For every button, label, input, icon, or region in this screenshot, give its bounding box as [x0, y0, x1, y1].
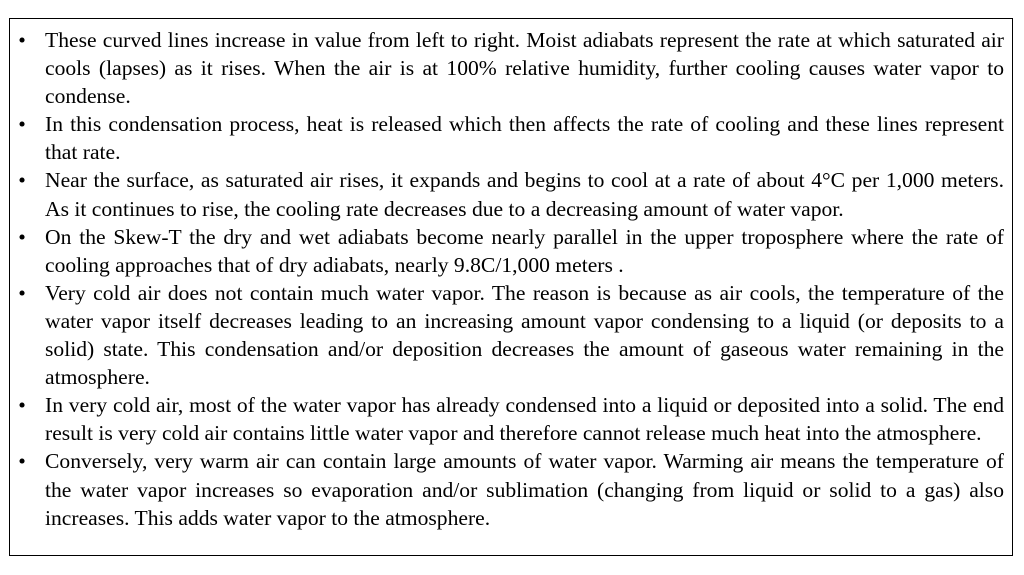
list-item-text: Conversely, very warm air can contain large amounts of water vapor. Warming air means the temperature of the water vapor increases so evaporation and/or sublimation (changing from liquid or solid to a gas) also increases. This adds water vapor to the atmosphere.: [45, 449, 1004, 530]
bullet-icon: •: [18, 280, 26, 305]
list-item-text: On the Skew-T the dry and wet adiabats become nearly parallel in the upper troposphere where the rate of cooling approaches that of dry adiabats, nearly 9.8C/1,000 meters .: [45, 224, 1004, 277]
list-item: [10, 223, 1004, 279]
bullet-icon: •: [18, 449, 26, 474]
list-item: [10, 391, 1004, 447]
list-item-text: In very cold air, most of the water vapor has already condensed into a liquid or deposited into a solid. The end result is very cold air contains little water vapor and therefore cannot release much heat into the atmosphere.: [45, 393, 1004, 446]
list-item-text: In this condensation process, heat is released which then affects the rate of cooling and these lines represent that rate.: [45, 112, 1004, 165]
text-box: [9, 18, 1013, 556]
list-item-text: Very cold air does not contain much water vapor. The reason is because as air cools, the temperature of the water vapor itself decreases leading to an increasing amount vapor condensing to a liquid (or deposits to a solid) state. This condensation and/or deposition decreases the amount of gaseous water remaining in the atmosphere.: [45, 280, 1004, 390]
bullet-icon: •: [18, 168, 26, 193]
list-item: [10, 166, 1004, 222]
bullet-icon: •: [18, 393, 26, 418]
list-item-text: Near the surface, as saturated air rises, it expands and begins to cool at a rate of about 4°C per 1,000 meters. As it continues to rise, the cooling rate decreases due to a decreasing amount of water vapor.: [45, 168, 1004, 221]
list-item: [10, 447, 1004, 531]
list-item: [10, 110, 1004, 166]
bullet-icon: •: [18, 28, 26, 52]
list-item: [10, 26, 1004, 110]
bullet-icon: •: [18, 224, 26, 249]
bullet-icon: •: [18, 112, 26, 137]
bullet-list: [10, 19, 1012, 532]
list-item: [10, 279, 1004, 391]
list-item-text: These curved lines increase in value from left to right. Moist adiabats represent the rate at which saturated air cools (lapses) as it rises. When the air is at 100% relative humidity, further cooling causes water vapor to condense.: [45, 28, 1004, 109]
